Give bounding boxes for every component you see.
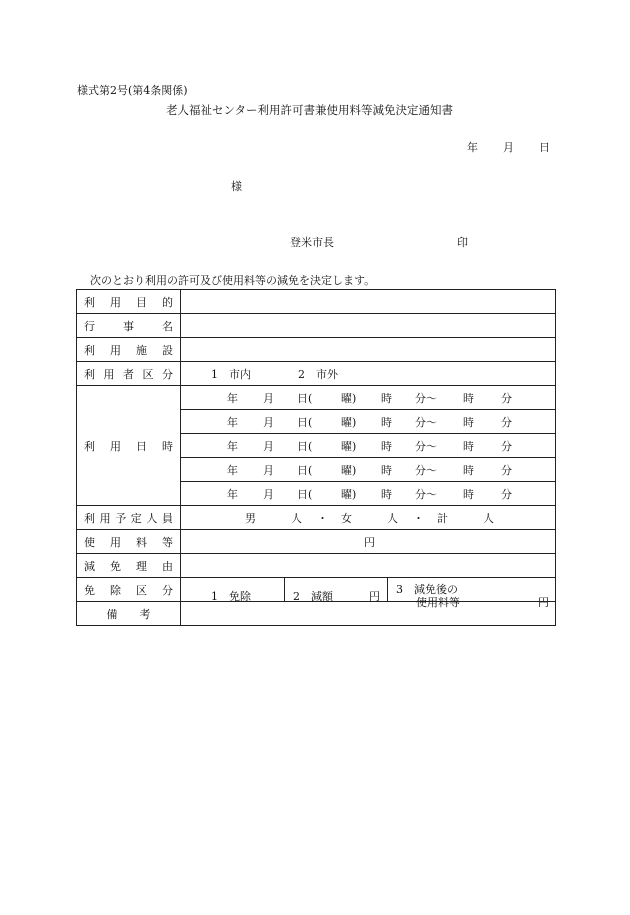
label-remarks: 備 考 <box>77 602 181 626</box>
field-exemption[interactable] <box>181 578 556 609</box>
field-attendees[interactable]: 男 人 ・ 女 人 ・ 計 人 <box>181 506 556 530</box>
date-year: 年 <box>467 141 478 154</box>
datetime-line[interactable]: 年 月 日( 曜) 時 分〜 時 分 <box>181 434 556 458</box>
user-category-option-2[interactable]: 2 市外 <box>298 367 338 381</box>
addressee-suffix: 様 <box>231 180 242 193</box>
datetime-line[interactable]: 年 月 日( 曜) 時 分〜 時 分 <box>181 482 556 506</box>
form-table <box>76 289 556 626</box>
field-reason[interactable] <box>181 554 556 578</box>
datetime-line[interactable]: 年 月 日( 曜) 時 分〜 時 分 <box>181 386 556 410</box>
exemption-option-1[interactable]: 1 免除 <box>181 578 285 601</box>
intro-text: 次のとおり利用の許可及び使用料等の減免を決定します。 <box>90 274 376 287</box>
field-remarks[interactable] <box>181 602 556 626</box>
fee-unit: 円 <box>364 535 375 549</box>
label-exemption: 免 除 区 分 <box>77 578 181 602</box>
field-facility[interactable] <box>181 338 556 362</box>
label-attendees: 利 用 予 定 人 員 <box>77 506 181 530</box>
datetime-line[interactable]: 年 月 日( 曜) 時 分〜 時 分 <box>181 410 556 434</box>
date-month: 月 <box>503 141 514 154</box>
datetime-line[interactable]: 年 月 日( 曜) 時 分〜 時 分 <box>181 458 556 482</box>
label-reason: 減 免 理 由 <box>77 554 181 578</box>
seal-mark: 印 <box>457 236 468 249</box>
label-facility: 利 用 施 設 <box>77 338 181 362</box>
exemption-option-3[interactable]: 3 減免後の 使用料等 円 <box>396 583 549 609</box>
label-fee: 使 用 料 等 <box>77 530 181 554</box>
exemption-option-2[interactable]: 2 減額 円 <box>285 578 388 601</box>
user-category-option-1[interactable]: 1 市内 <box>211 367 251 381</box>
date-day: 日 <box>539 141 550 154</box>
label-datetime: 利 用 日 時 <box>77 386 181 506</box>
label-user-category: 利 用 者 区 分 <box>77 362 181 386</box>
label-event: 行 事 名 <box>77 314 181 338</box>
form-code: 様式第2号(第4条関係) <box>77 84 188 97</box>
field-purpose[interactable] <box>181 290 556 314</box>
field-user-category[interactable] <box>181 362 556 386</box>
document-title: 老人福祉センター利用許可書兼使用料等減免決定通知書 <box>166 103 454 117</box>
field-fee[interactable] <box>181 530 556 554</box>
issuer-name: 登米市長 <box>290 236 334 249</box>
label-purpose: 利 用 目 的 <box>77 290 181 314</box>
field-event[interactable] <box>181 314 556 338</box>
